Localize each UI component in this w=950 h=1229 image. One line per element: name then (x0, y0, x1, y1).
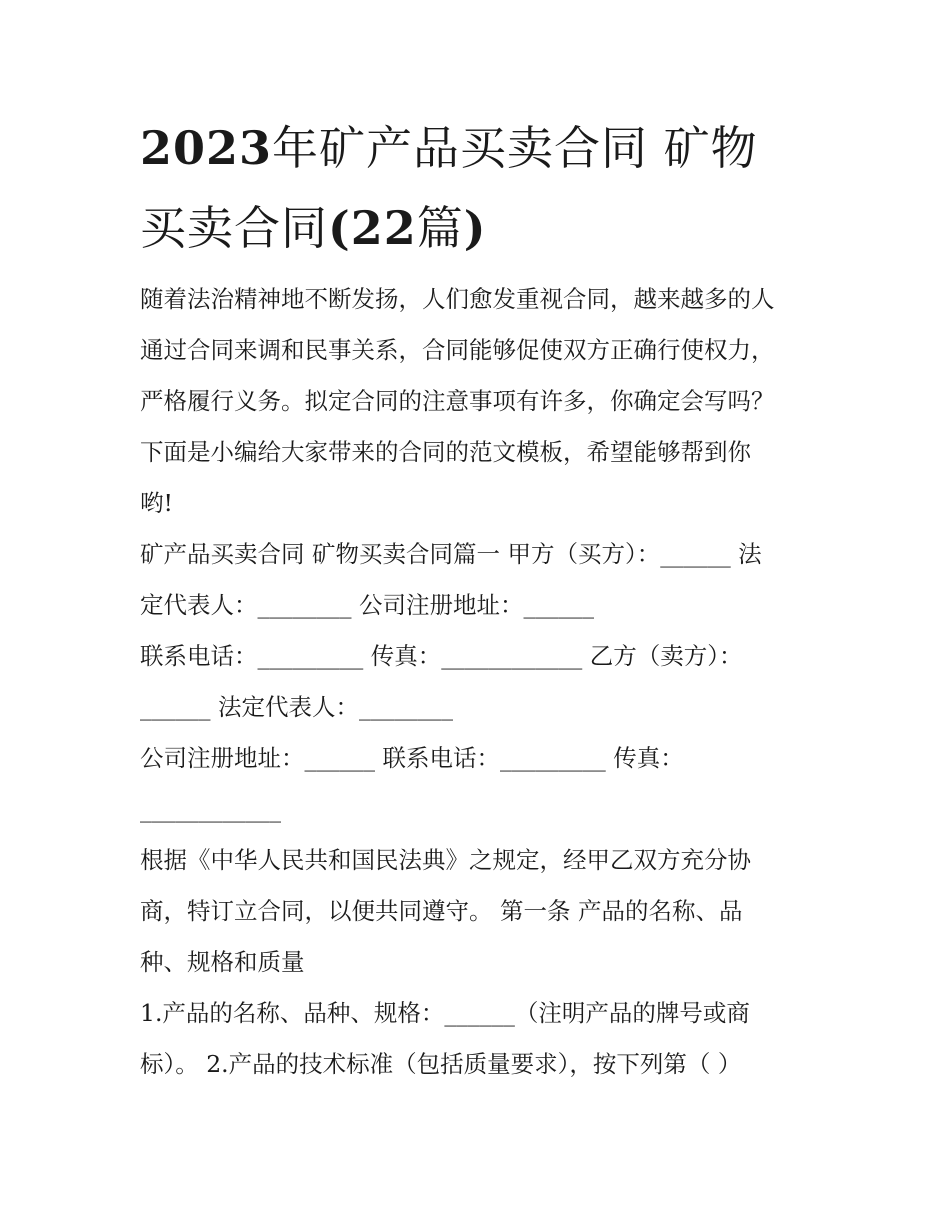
title-close-paren: ) (463, 201, 487, 255)
body-line: 公司注册地址：______ 联系电话：_________ 传真： (140, 744, 684, 772)
title-line-1 (140, 108, 820, 188)
title-text-3: 篇 (416, 201, 464, 255)
body-line: 下面是小编给大家带来的合同的范文模板，希望能够帮到你 (140, 438, 751, 466)
body-line: 哟! (140, 489, 173, 517)
body-line: 定代表人：________ 公司注册地址：______ (140, 591, 594, 619)
body-line: 矿产品买卖合同 矿物买卖合同篇一 甲方（买方）：______ 法 (140, 540, 762, 568)
document-body (140, 274, 820, 1090)
body-line: 商，特订立合同，以便共同遵守。 第一条 产品的名称、品 (140, 897, 743, 925)
body-line: 种、规格和质量 (140, 948, 305, 976)
document-title (140, 108, 820, 268)
title-line-2 (140, 188, 820, 268)
body-line: 标）。 2.产品的技术标准（包括质量要求），按下列第（ ） (140, 1050, 742, 1078)
title-year: 2023 (140, 121, 273, 175)
title-count: (22 (328, 201, 417, 255)
title-text-1: 年矿产品买卖合同 矿物 (272, 121, 758, 175)
body-line: 严格履行义务。拟定合同的注意事项有许多，你确定会写吗？ (140, 387, 775, 415)
body-line: ____________ (140, 795, 281, 823)
body-line: 联系电话：_________ 传真：____________ 乙方（卖方）： (140, 642, 743, 670)
body-line: 1.产品的名称、品种、规格：______（注明产品的牌号或商 (140, 999, 750, 1027)
body-line: 通过合同来调和民事关系，合同能够促使双方正确行使权力， (140, 336, 775, 364)
title-text-2: 买卖合同 (140, 201, 328, 255)
document-page (140, 108, 820, 1090)
body-line: 随着法治精神地不断发扬，人们愈发重视合同，越来越多的人 (140, 285, 775, 313)
body-line: 根据《中华人民共和国民法典》之规定，经甲乙双方充分协 (140, 846, 751, 874)
body-line: ______ 法定代表人：________ (140, 693, 453, 721)
